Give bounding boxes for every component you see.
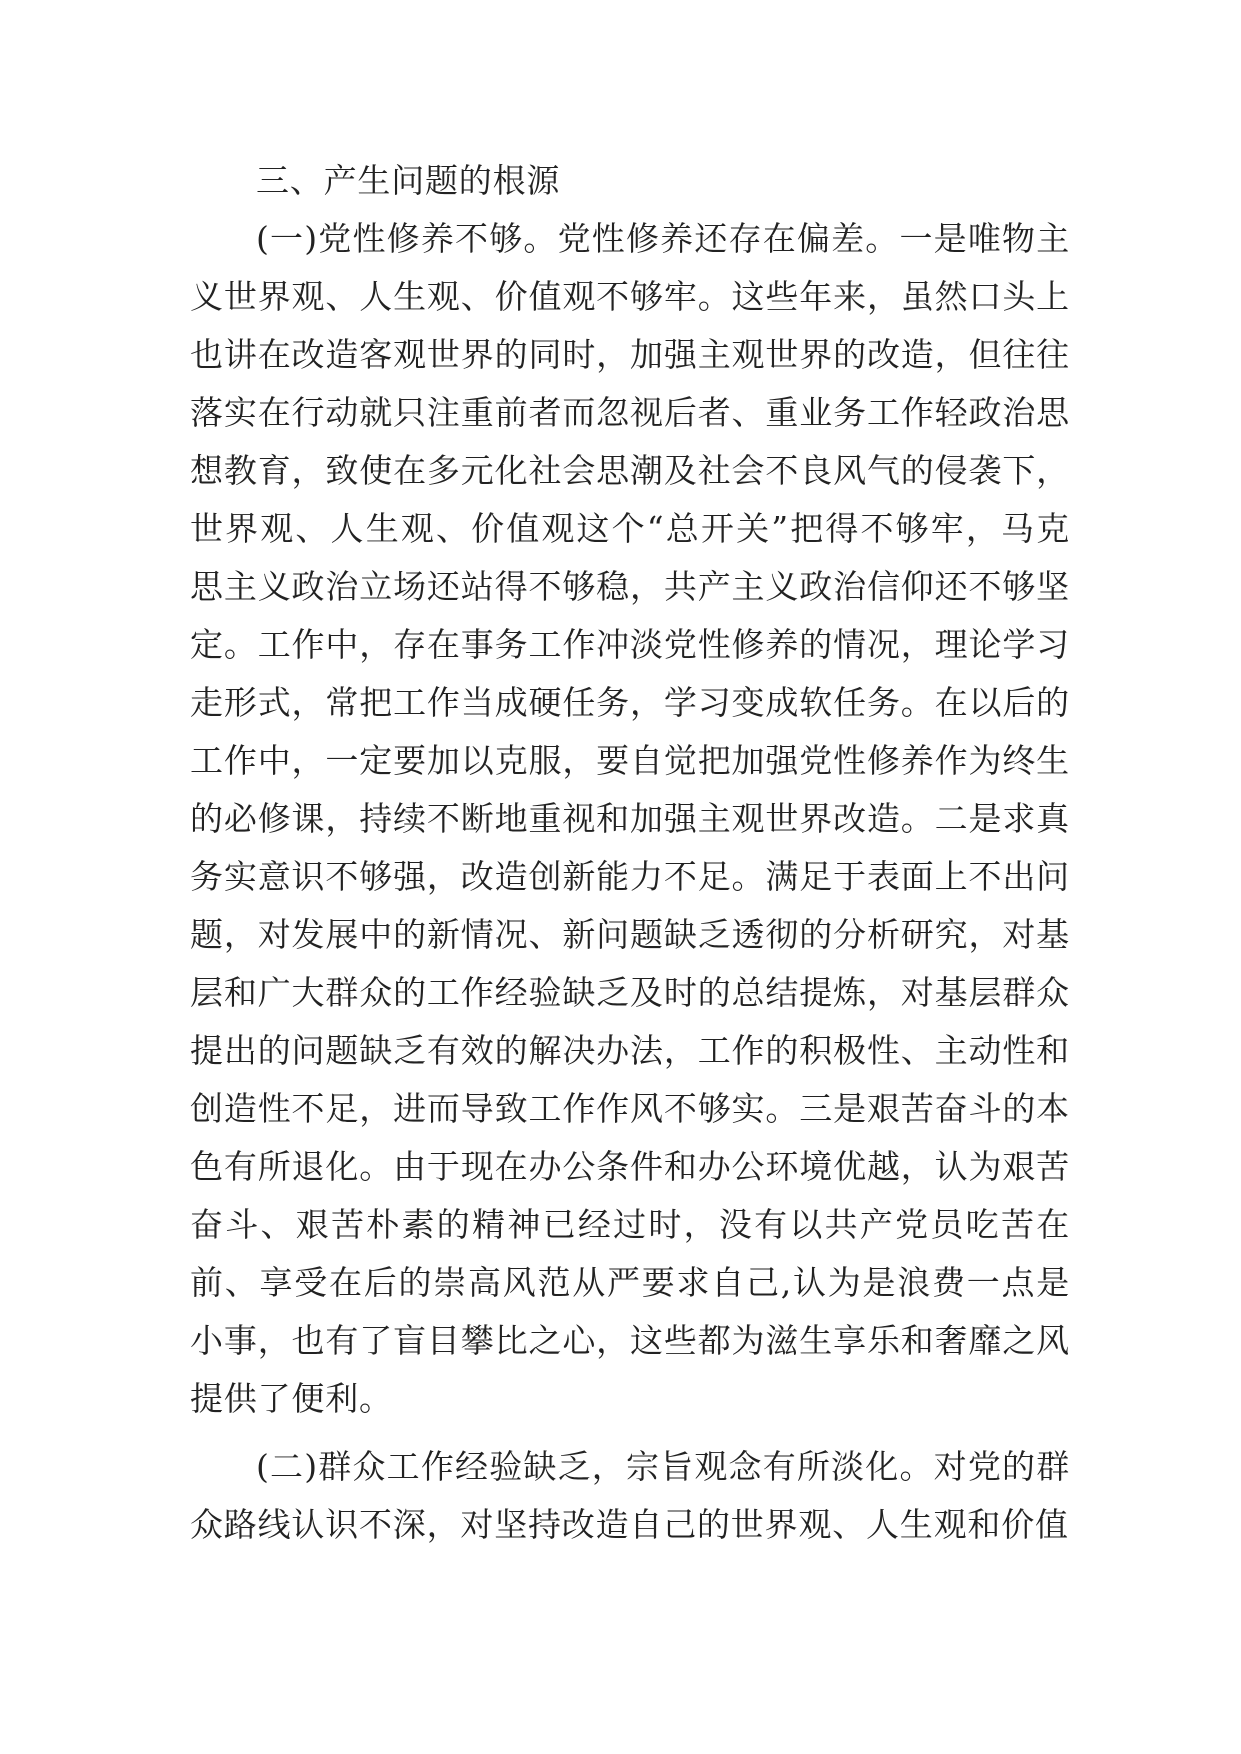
paragraph-2: (二)群众工作经验缺乏，宗旨观念有所淡化。对党的群众路线认识不深，对坚持改造自己的世界观、人生观和价值 (190, 1447, 1070, 1544)
section-heading: 三、产生问题的根源 (256, 161, 561, 200)
document-body (190, 152, 1070, 1554)
paragraph-1: (一)党性修养不够。党性修养还存在偏差。一是唯物主义世界观、人生观、价值观不够牢。这些年来，虽然口头上也讲在改造客观世界的同时，加强主观世界的改造，但往往落实在行动就只注重前者而忽视后者、重业务工作轻政治思想教育，致使在多元化社会思潮及社会不良风气的侵袭下，世界观、人生观、价值观这个“总开关”把得不够牢，马克思主义政治立场还站得不够稳，共产主义政治信仰还不够坚定。工作中，存在事务工作冲淡党性修养的情况，理论学习走形式，常把工作当成硬任务，学习变成软任务。在以后的工作中，一定要加以克服，要自觉把加强党性修养作为终生的必修课，持续不断地重视和加强主观世界改造。二是求真务实意识不够强，改造创新能力不足。满足于表面上不出问题，对发展中的新情况、新问题缺乏透彻的分析研究，对基层和广大群众的工作经验缺乏及时的总结提炼，对基层群众提出的问题缺乏有效的解决办法，工作的积极性、主动性和创造性不足，进而导致工作作风不够实。三是艰苦奋斗的本色有所退化。由于现在办公条件和办公环境优越，认为艰苦奋斗、艰苦朴素的精神已经过时，没有以共产党员吃苦在前、享受在后的崇高风范从严要求自己,认为是浪费一点是小事，也有了盲目攀比之心，这些都为滋生享乐和奢靡之风提供了便利。 (190, 219, 1070, 1418)
